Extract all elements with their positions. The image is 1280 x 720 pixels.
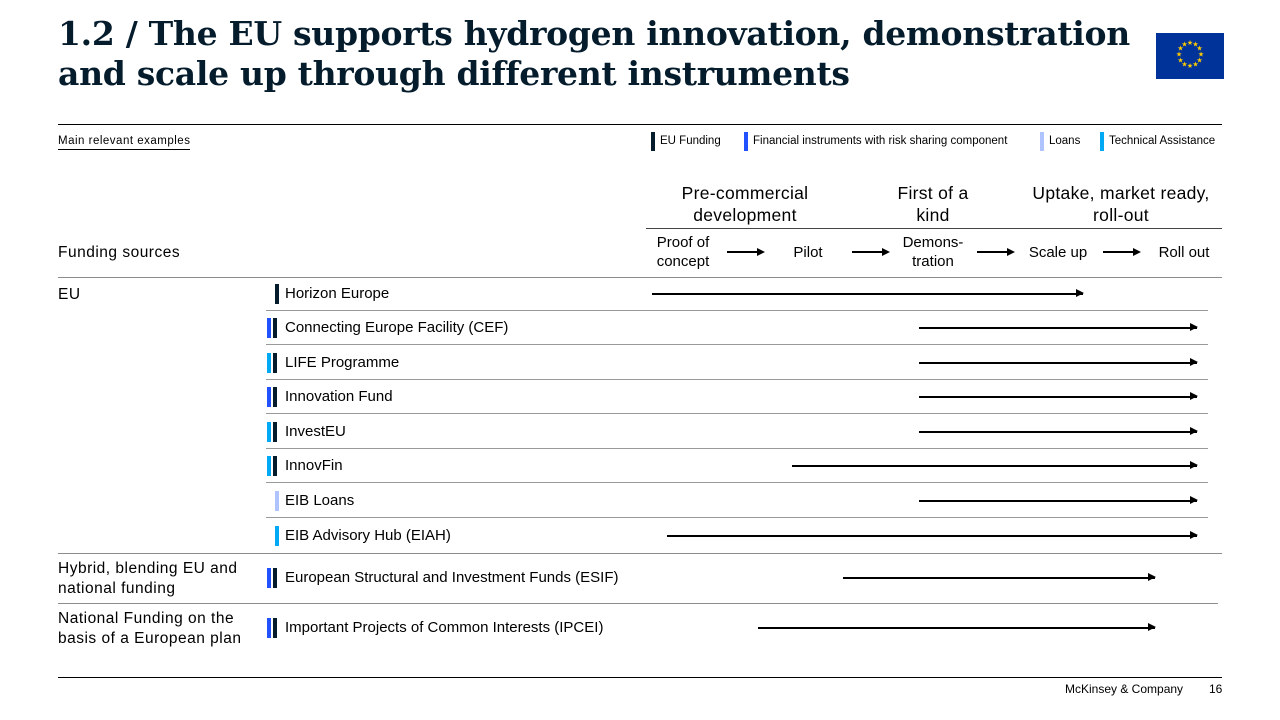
stage-group-uptake: Uptake, market ready, roll-out (1032, 183, 1210, 225)
stage-arrow-icon (727, 251, 757, 253)
instrument-type-bar (273, 456, 277, 476)
stage-scale-up: Scale up (1028, 244, 1088, 261)
legend-financial-instruments (744, 131, 1007, 151)
timeline-arrow (919, 327, 1197, 329)
timeline-arrow (919, 500, 1197, 502)
instrument-type-bar (273, 353, 277, 373)
svg-text:★: ★ (1192, 40, 1199, 49)
legend-label: Financial instruments with risk sharing component (753, 135, 1008, 147)
instrument-name: EIB Advisory Hub (EIAH) (285, 527, 451, 544)
instrument-type-bars (266, 618, 280, 638)
instrument-name: Important Projects of Common Interests (IPCEI) (285, 619, 604, 636)
legend-label: Loans (1049, 135, 1081, 147)
instrument-type-bar (267, 568, 271, 588)
group-separator (58, 603, 1218, 604)
svg-text:★: ★ (1196, 44, 1203, 53)
timeline-arrow (919, 362, 1197, 364)
instrument-type-bar (273, 618, 277, 638)
instrument-type-bar (273, 568, 277, 588)
svg-text:★: ★ (1186, 62, 1194, 70)
instrument-type-bar (273, 318, 277, 338)
page-title: 1.2 / The EU supports hydrogen innovation, demonstration and scale up through different instruments (58, 14, 1130, 93)
instrument-type-bar (275, 526, 279, 546)
stage-pilot: Pilot (793, 244, 823, 261)
instrument-row (0, 380, 1280, 414)
instrument-row (0, 484, 1280, 518)
instrument-type-bars (266, 318, 280, 338)
legend-eu-funding (651, 131, 721, 151)
stage-arrow-icon (1133, 248, 1141, 256)
timeline-arrow (758, 627, 1155, 629)
timeline-arrow (919, 431, 1197, 433)
timeline-arrow (919, 396, 1197, 398)
footer-page-number: 16 (1209, 682, 1223, 696)
instrument-type-bars (266, 491, 280, 511)
timeline-arrow (652, 293, 1083, 295)
instrument-row (0, 346, 1280, 380)
group-label-eu: EU (58, 286, 81, 303)
instrument-name: Connecting Europe Facility (CEF) (285, 319, 509, 336)
row-separator (266, 482, 1208, 483)
legend-swatch (1100, 132, 1104, 151)
funding-sources-label: Funding sources (58, 244, 181, 261)
row-separator (266, 344, 1208, 345)
instrument-type-bar (267, 422, 271, 442)
legend-label: Technical Assistance (1109, 135, 1216, 147)
instrument-row (0, 415, 1280, 449)
svg-text:★: ★ (1177, 56, 1184, 65)
stage-arrow-icon (852, 251, 882, 253)
eu-flag-icon (1156, 33, 1224, 79)
instrument-name: LIFE Programme (285, 354, 400, 371)
stage-arrow-icon (882, 248, 890, 256)
timeline-arrow (792, 465, 1197, 467)
footer-company: McKinsey & Company (1065, 682, 1184, 696)
group-separator (58, 553, 1222, 554)
timeline-arrow (667, 535, 1197, 537)
instrument-type-bars (266, 526, 280, 546)
svg-text:★: ★ (1181, 60, 1188, 69)
instrument-name: EIB Loans (285, 492, 355, 509)
legend-swatch (744, 132, 748, 151)
instrument-type-bar (273, 422, 277, 442)
stage-group-first-of-a-kind: First of a kind (897, 183, 969, 225)
instrument-type-bar (267, 387, 271, 407)
stage-arrow-icon (757, 248, 765, 256)
svg-text:★: ★ (1175, 50, 1183, 59)
stage-roll-out: Roll out (1158, 244, 1210, 261)
instrument-name: InvestEU (285, 423, 346, 440)
instrument-row (0, 611, 1280, 645)
svg-text:★: ★ (1181, 40, 1188, 49)
instrument-type-bar (267, 318, 271, 338)
legend-swatch (651, 132, 655, 151)
instrument-row (0, 561, 1280, 595)
instrument-type-bars (266, 568, 280, 588)
instrument-type-bars (266, 456, 280, 476)
svg-text:★: ★ (1186, 39, 1194, 47)
top-rule (58, 124, 1222, 125)
svg-text:★: ★ (1196, 56, 1203, 65)
legend-loans (1040, 131, 1080, 151)
legend-label: EU Funding (660, 135, 721, 147)
instrument-type-bar (267, 456, 271, 476)
section-label: Main relevant examples (58, 135, 190, 150)
legend-swatch (1040, 132, 1044, 151)
row-separator (266, 517, 1208, 518)
instrument-row (0, 519, 1280, 553)
instrument-type-bar (273, 387, 277, 407)
instrument-type-bar (275, 284, 279, 304)
instrument-row (0, 277, 1280, 311)
instrument-name: Innovation Fund (285, 388, 393, 405)
svg-text:★: ★ (1197, 50, 1205, 59)
timeline-arrow (843, 577, 1155, 579)
instrument-row (0, 449, 1280, 483)
group-label-national: National Funding on the basis of a European plan (58, 610, 242, 647)
instrument-type-bars (266, 353, 280, 373)
instrument-type-bars (266, 387, 280, 407)
instrument-type-bars (266, 284, 280, 304)
bottom-rule (58, 677, 1222, 678)
stage-header-rule (646, 228, 1222, 229)
stage-arrow-icon (977, 251, 1007, 253)
stage-demonstration: Demons-tration (902, 234, 964, 270)
instrument-type-bars (266, 422, 280, 442)
stage-arrow-icon (1103, 251, 1133, 253)
instrument-name: InnovFin (285, 457, 343, 474)
instrument-name: European Structural and Investment Funds (ESIF) (285, 569, 619, 586)
stage-group-pre-commercial: Pre-commercial development (681, 183, 809, 225)
group-label-hybrid: Hybrid, blending EU and national funding (58, 560, 238, 597)
row-separator (266, 413, 1208, 414)
stage-arrow-icon (1007, 248, 1015, 256)
instrument-type-bar (275, 491, 279, 511)
stage-proof-of-concept: Proof of concept (656, 234, 710, 270)
instrument-name: Horizon Europe (285, 285, 390, 302)
instrument-type-bar (267, 353, 271, 373)
svg-text:★: ★ (1192, 60, 1199, 69)
instrument-type-bar (267, 618, 271, 638)
instrument-row (0, 311, 1280, 345)
legend-technical-assistance (1100, 131, 1215, 151)
svg-text:★: ★ (1177, 44, 1184, 53)
